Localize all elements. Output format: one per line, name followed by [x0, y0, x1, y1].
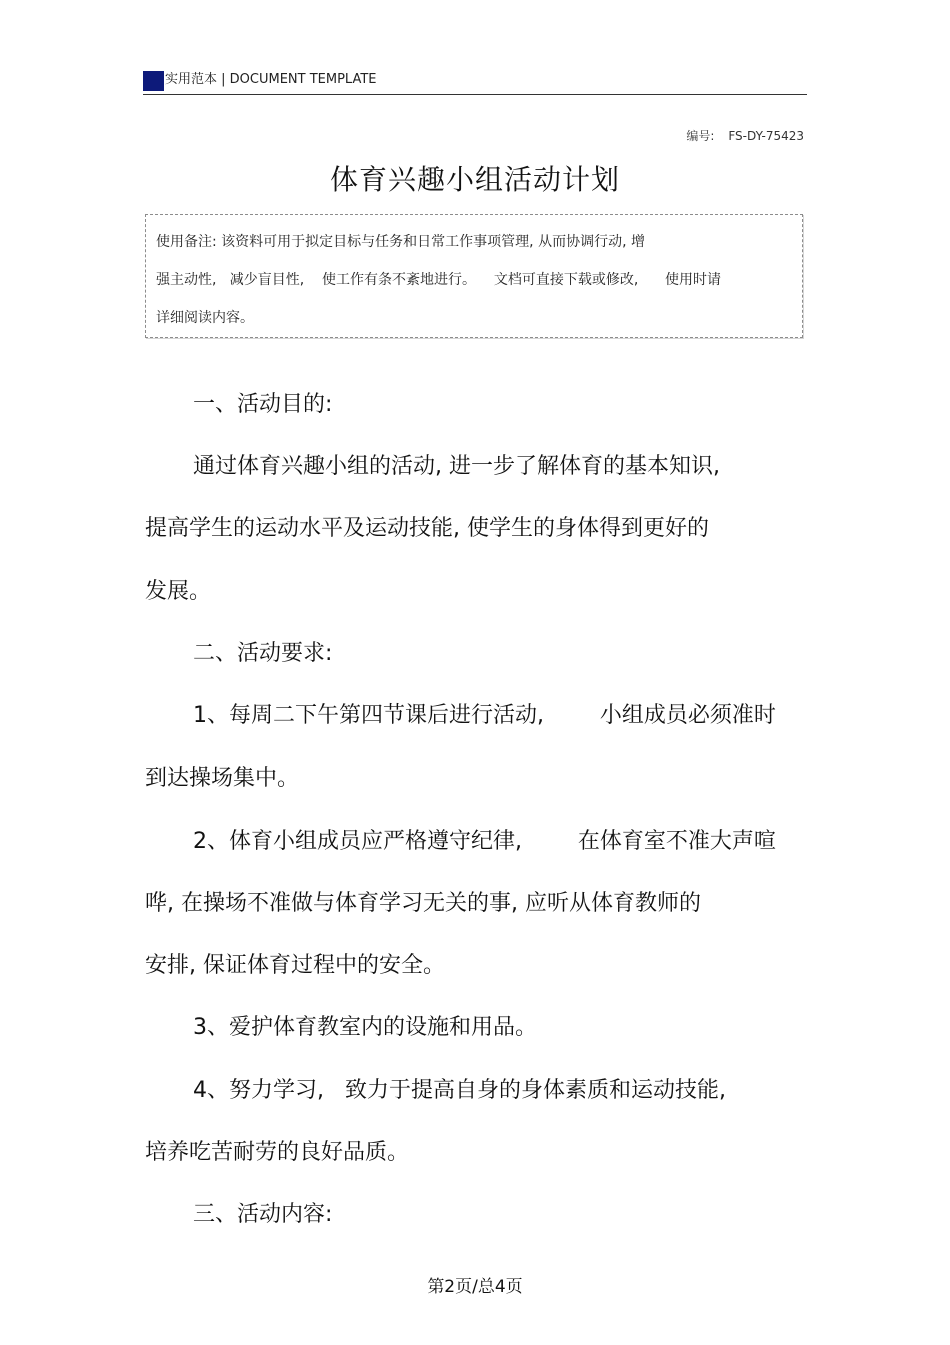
page-footer: 第2页/总4页 — [427, 1277, 523, 1297]
document-title: 体育兴趣小组活动计划 — [329, 163, 620, 196]
list-item-line: 培养吃苦耐劳的良好品质。 — [145, 1140, 410, 1165]
document-number — [686, 127, 804, 144]
usage-note-box — [145, 214, 803, 338]
list-item-line: 安排, 保证体育过程中的安全。 — [145, 953, 445, 978]
list-item-line: 2、体育小组成员应严格遵守纪律, 在体育室不准大声喧 — [193, 829, 776, 854]
document-number-value: FS-DY-75423 — [728, 129, 804, 143]
template-logo-icon — [143, 71, 164, 91]
header-brand-text: 实用范本 | DOCUMENT TEMPLATE — [165, 72, 377, 87]
section-heading-requirements: 二、活动要求: — [193, 641, 333, 666]
list-item-line: 1、每周二下午第四节课后进行活动, 小组成员必须准时 — [193, 703, 776, 728]
paragraph-line: 通过体育兴趣小组的活动, 进一步了解体育的基本知识, — [193, 454, 720, 479]
usage-note-line-2: 强主动性, 减少盲目性, 使工作有条不紊地进行。 文档可直接下载或修改, 使用时请 — [156, 272, 722, 288]
list-item-line: 4、努力学习, 致力于提高自身的身体素质和运动技能, — [193, 1078, 726, 1103]
usage-note-line-1: 使用备注: 该资料可用于拟定目标与任务和日常工作事项管理, 从而协调行动, 增 — [156, 234, 645, 250]
list-item-line: 3、爱护体育教室内的设施和用品。 — [193, 1015, 537, 1040]
usage-note-line-3: 详细阅读内容。 — [156, 310, 254, 326]
document-number-label: 编号: — [686, 129, 715, 143]
list-item-line: 哗, 在操场不准做与体育学习无关的事, 应听从体育教师的 — [145, 891, 701, 916]
paragraph-line: 发展。 — [145, 579, 212, 604]
section-heading-content: 三、活动内容: — [193, 1202, 333, 1227]
document-header — [143, 68, 807, 95]
section-heading-purpose: 一、活动目的: — [193, 392, 333, 417]
paragraph-line: 提高学生的运动水平及运动技能, 使学生的身体得到更好的 — [145, 516, 709, 541]
list-item-line: 到达操场集中。 — [145, 766, 300, 791]
